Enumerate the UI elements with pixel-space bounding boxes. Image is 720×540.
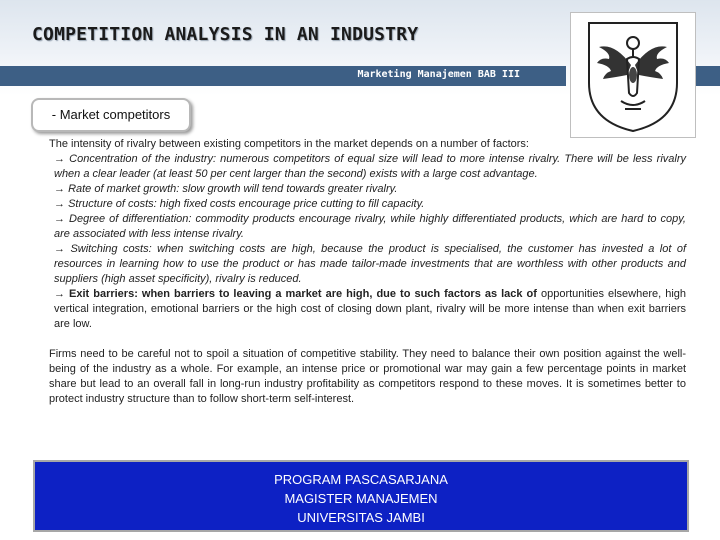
arrow-icon: → [54, 183, 65, 195]
footer-line-magister: MAGISTER MANAJEMEN [284, 491, 438, 506]
subtitle-bar-end [694, 66, 720, 86]
subtitle: Marketing Manajemen BAB III [357, 69, 520, 80]
arrow-icon: → [54, 153, 65, 165]
list-item-text: Rate of market growth: slow growth will tend towards greater rivalry. [68, 183, 398, 195]
footer-banner [33, 460, 689, 532]
university-logo [570, 12, 696, 138]
list-item-text: Structure of costs: high fixed costs encourage price cutting to fill capacity. [68, 198, 425, 210]
subtitle-bar [0, 66, 566, 86]
page-title: COMPETITION ANALYSIS IN AN INDUSTRY [32, 24, 419, 45]
list-item-text: Switching costs: when switching costs are high, because the product is specialised, the customer has invested a lot of resources in learning how to use the product or has made tailor-made investments that are worthless with other products and suppliers (high asset specificity), rivalry is reduced. [54, 243, 686, 285]
list-item-switching-costs [49, 242, 686, 287]
arrow-icon: → [54, 198, 65, 210]
list-item-text: Degree of differentiation: commodity products encourage rivalry, while highly differentiated products, which are hard to copy, are associated with less intense rivalry. [54, 213, 686, 240]
arrow-icon: → [54, 213, 65, 225]
footer-line-program: PROGRAM PASCASARJANA [274, 472, 448, 487]
section-label-market-competitors: - Market competitors [31, 98, 191, 132]
list-item-differentiation [49, 212, 686, 242]
list-item-text: Concentration of the industry: numerous competitors of equal size will lead to more intense rivalry. There will be less rivalry when a clear leader (at least 50 per cent larger than the second) exists with a large cost advantage. [54, 153, 687, 180]
stability-paragraph: Firms need to be careful not to spoil a situation of competitive stability. They need to balance their own position against the well-being of the industry as a whole. For example, an intense price or promotional war may gain a few percentage points in market share but lead to an overall fall in long-run industry profitability as competitors respond to these moves. It is sometimes better to protect industry structure than to follow short-term self-interest. [49, 348, 686, 405]
list-item-exit-barriers [49, 287, 686, 332]
list-item-concentration [49, 152, 686, 182]
arrow-icon: → [54, 288, 65, 300]
exit-barriers-rest: opportunities elsewhere, high vertical integration, emotional barriers or the high cost of closing down plant, rivalry will be more intense than when exit barriers are low. [54, 288, 687, 330]
intro-paragraph: The intensity of rivalry between existing competitors in the market depends on a number of factors: [49, 138, 529, 150]
arrow-icon: → [54, 243, 65, 255]
footer-line-university: UNIVERSITAS JAMBI [297, 510, 425, 525]
garuda-emblem-icon [571, 13, 695, 137]
list-item-cost-structure [49, 197, 686, 212]
body-text [49, 137, 686, 407]
exit-barriers-lead: Exit barriers: when barriers to leaving a market are high, due to such factors as lack of [69, 288, 537, 300]
list-item-market-growth [49, 182, 686, 197]
